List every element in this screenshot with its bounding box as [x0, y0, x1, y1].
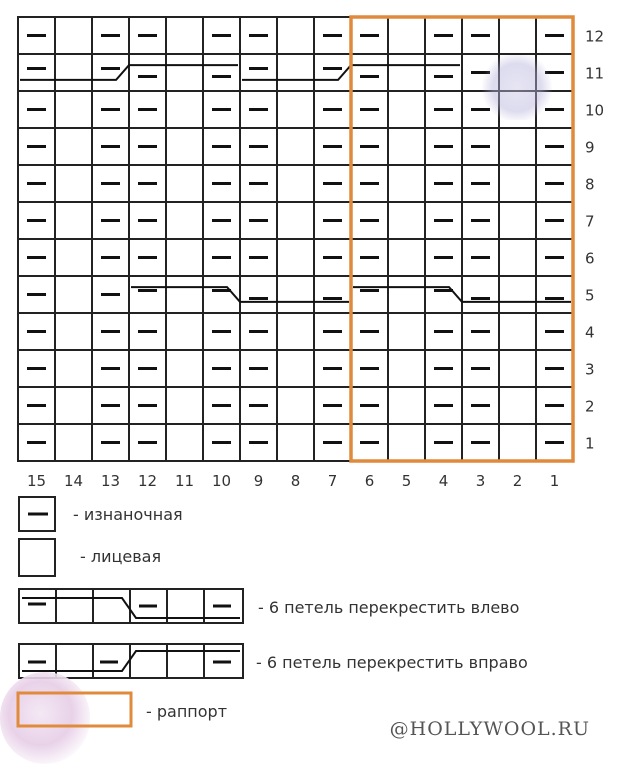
- row-number: 7: [585, 212, 595, 231]
- legend-cross-left-label: - 6 петель перекрестить влево: [258, 598, 520, 617]
- column-number: 13: [100, 472, 121, 490]
- column-number: 4: [438, 472, 449, 490]
- row-number: 12: [585, 27, 605, 46]
- row-number: 2: [585, 397, 595, 416]
- row-number: 6: [585, 249, 595, 268]
- legend-purl: [0, 496, 620, 540]
- column-number: 5: [401, 472, 412, 490]
- column-number: 6: [364, 472, 375, 490]
- column-number: 14: [63, 472, 84, 490]
- row-labels: [585, 28, 604, 453]
- row-number: 5: [585, 286, 595, 305]
- column-number: 3: [475, 472, 486, 490]
- decorative-gem-icon: [482, 55, 552, 120]
- column-number: 12: [137, 472, 158, 490]
- column-number: 7: [327, 472, 338, 490]
- row-number: 3: [585, 360, 595, 379]
- column-number: 2: [512, 472, 523, 490]
- column-number: 1: [549, 472, 560, 490]
- column-number: 15: [26, 472, 47, 490]
- legend-repeat-label: - раппорт: [146, 702, 228, 721]
- repeat-box-icon: [16, 690, 136, 732]
- row-number: 8: [585, 175, 595, 194]
- legend-knit: [0, 538, 620, 582]
- legend-cross-right-label: - 6 петель перекрестить вправо: [256, 653, 528, 672]
- row-number: 10: [585, 101, 605, 120]
- column-labels: [27, 472, 559, 490]
- cable-left-icon: [18, 588, 246, 626]
- knit-symbol-icon: [18, 538, 58, 578]
- column-number: 8: [290, 472, 301, 490]
- legend-knit-label: - лицевая: [80, 547, 162, 566]
- legend-purl-label: - изнаночная: [73, 505, 183, 524]
- purl-symbol-icon: [18, 496, 58, 534]
- row-number: 11: [585, 64, 605, 83]
- row-number: 4: [585, 323, 595, 342]
- watermark: @HOLLYWOOL.RU: [389, 718, 590, 740]
- row-number: 9: [585, 138, 595, 157]
- column-number: 9: [253, 472, 264, 490]
- legend-cross-left: [0, 588, 620, 632]
- legend-cross-right: [0, 643, 620, 687]
- column-number: 11: [174, 472, 195, 490]
- row-number: 1: [585, 434, 595, 453]
- column-number: 10: [211, 472, 232, 490]
